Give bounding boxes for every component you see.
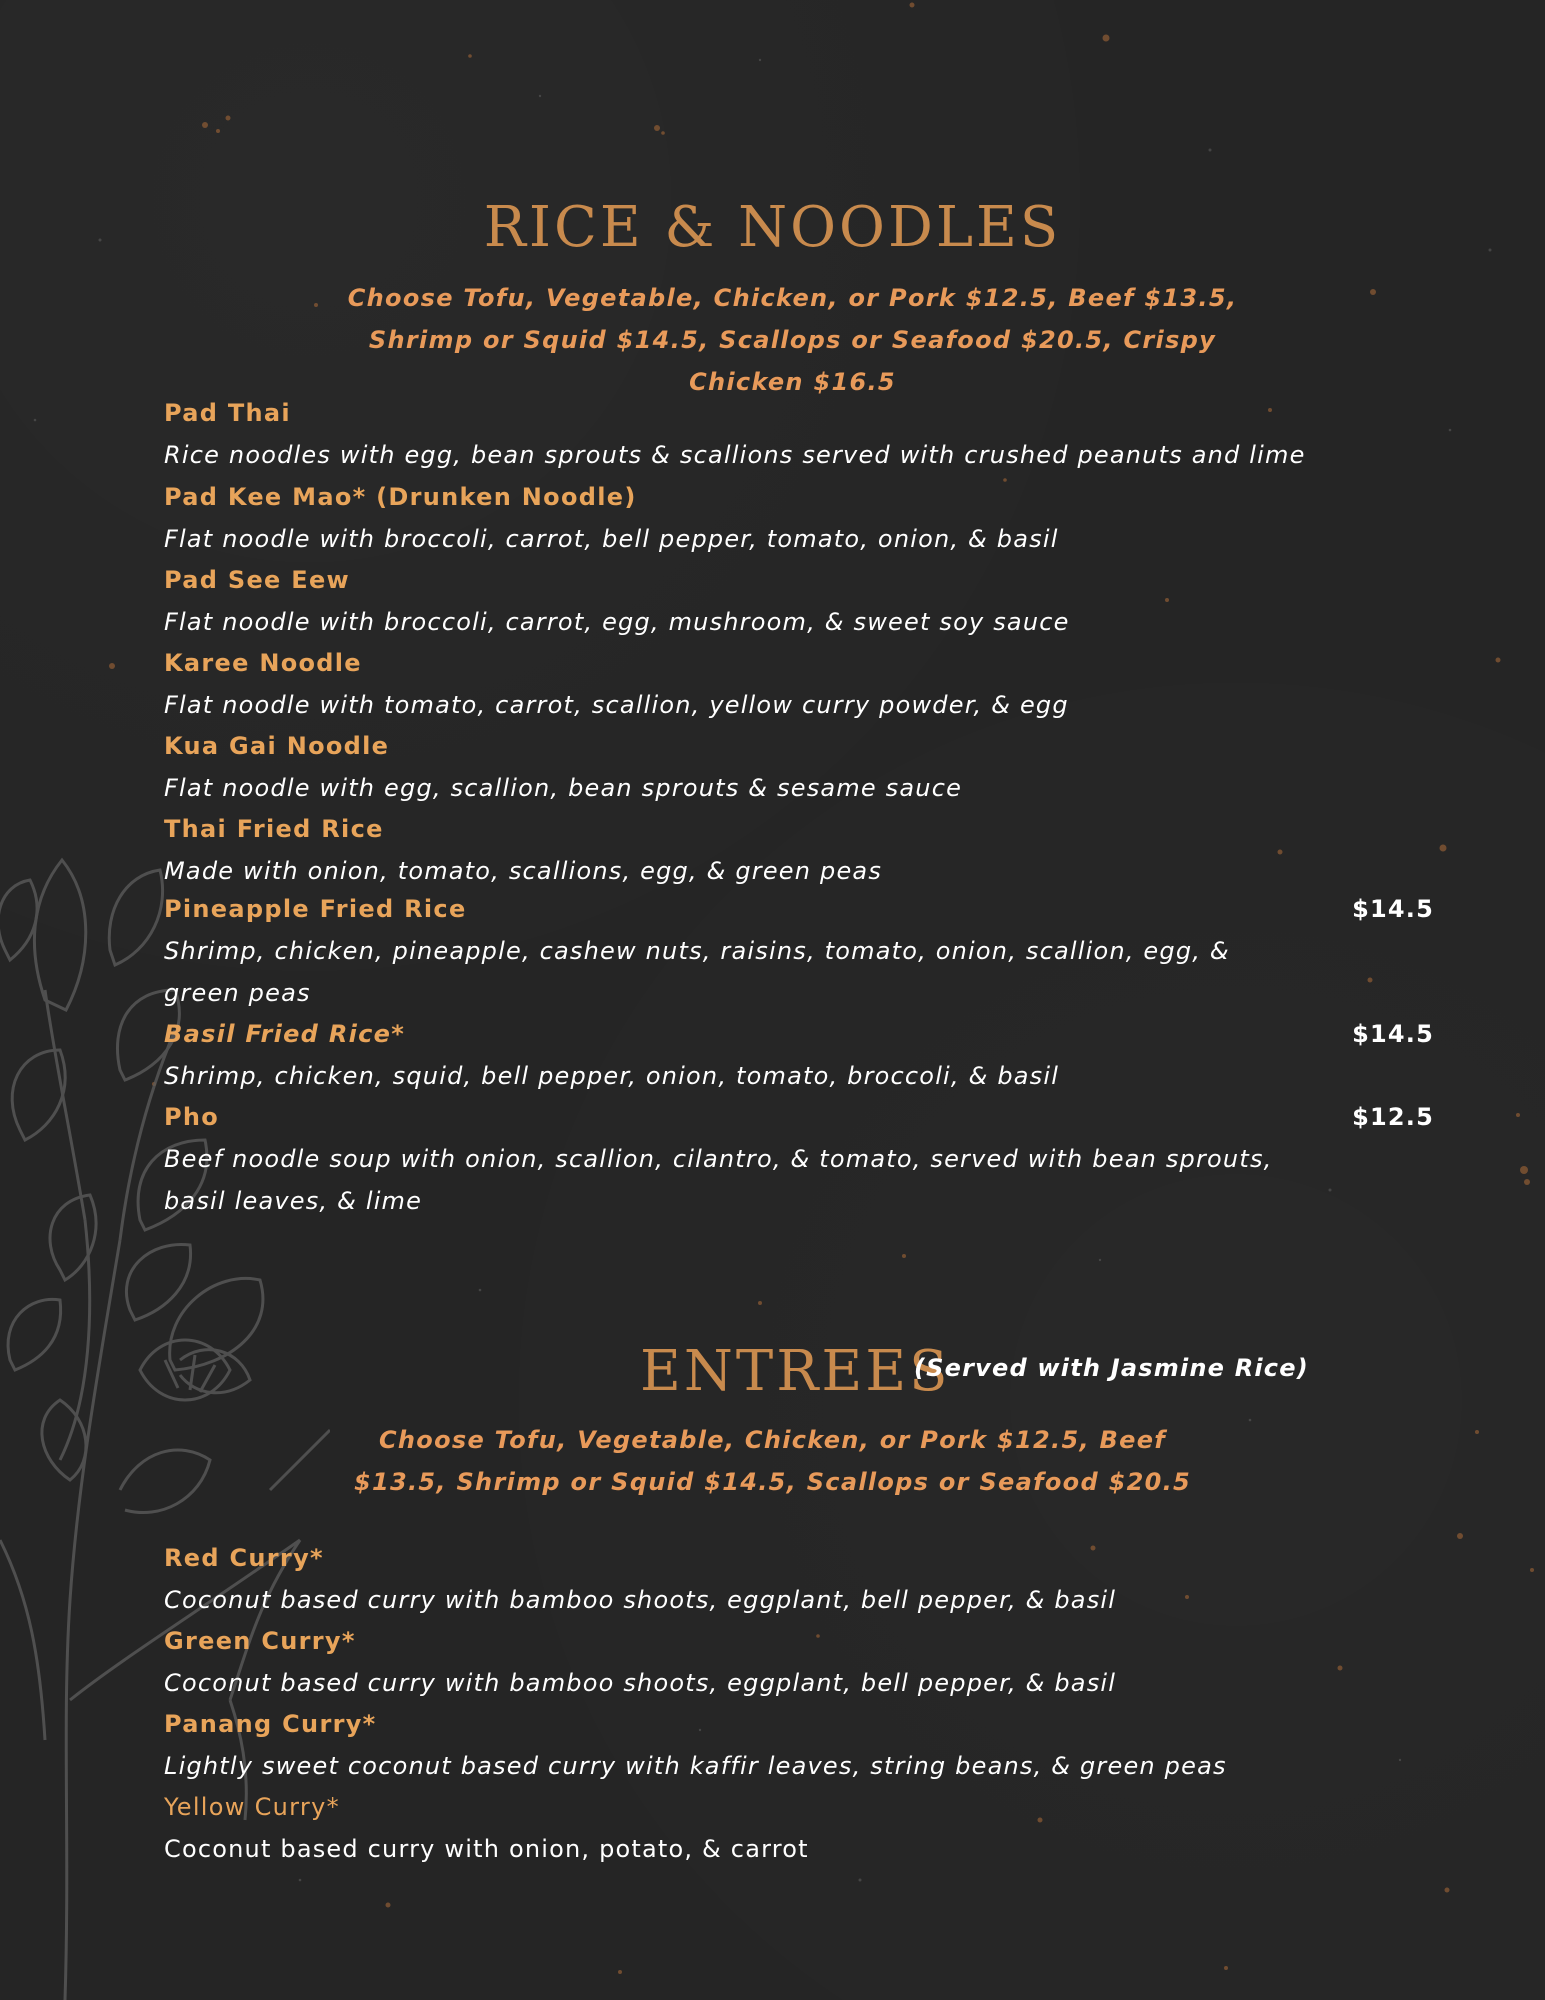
- menu-item: [164, 1786, 1434, 1870]
- item-description: Coconut based curry with onion, potato, & carrot: [164, 1835, 809, 1863]
- menu-item: [164, 559, 1434, 642]
- menu-item: [164, 1703, 1434, 1786]
- item-name: Pad Kee Mao* (Drunken Noodle): [164, 483, 637, 511]
- item-description: Made with onion, tomato, scallions, egg, & green peas: [164, 857, 883, 885]
- item-name: Kua Gai Noodle: [164, 732, 390, 760]
- item-name: Thai Fried Rice: [164, 815, 384, 843]
- pricing-info-entrees: Choose Tofu, Vegetable, Chicken, or Pork $12.5, Beef $13.5, Shrimp or Squid $14.5, Scallops or Seafood $20.5: [353, 1426, 1191, 1496]
- item-name: Pad See Eew: [164, 566, 351, 594]
- item-name: Panang Curry*: [164, 1710, 377, 1738]
- item-name: Pad Thai: [164, 399, 291, 427]
- menu-list-entrees: [164, 1537, 1434, 1870]
- menu-item: [164, 725, 1434, 808]
- item-price: $12.5: [1352, 1103, 1434, 1131]
- item-price: $14.5: [1352, 1020, 1434, 1048]
- item-description: Coconut based curry with bamboo shoots, eggplant, bell pepper, & basil: [164, 1586, 1117, 1614]
- item-description: Flat noodle with tomato, carrot, scallion, yellow curry powder, & egg: [164, 691, 1069, 719]
- entrees-served-with-note: (Served with Jasmine Rice): [914, 1354, 1309, 1382]
- item-name: Basil Fried Rice*: [164, 1020, 406, 1048]
- menu-item: [164, 1537, 1434, 1620]
- item-description: Flat noodle with egg, scallion, bean sprouts & sesame sauce: [164, 774, 963, 802]
- menu-item: [164, 1013, 1434, 1096]
- item-name: Pineapple Fried Rice: [164, 895, 467, 923]
- menu-item: [164, 476, 1434, 559]
- item-description: Shrimp, chicken, pineapple, cashew nuts, raisins, tomato, onion, scallion, egg, & green peas: [164, 937, 1230, 1007]
- item-description: Beef noodle soup with onion, scallion, cilantro, & tomato, served with bean sprouts, basil leaves, & lime: [164, 1145, 1273, 1215]
- menu-list-rice-noodles: [164, 392, 1434, 1222]
- menu-item: [164, 642, 1434, 725]
- item-description: Rice noodles with egg, bean sprouts & scallions served with crushed peanuts and lime: [164, 441, 1306, 469]
- item-name: Red Curry*: [164, 1544, 324, 1572]
- item-price: $14.5: [1352, 895, 1434, 923]
- item-name: Pho: [164, 1103, 220, 1131]
- menu-item: [164, 808, 1434, 888]
- menu-item: [164, 392, 1434, 476]
- pricing-info-rice-noodles: Choose Tofu, Vegetable, Chicken, or Pork $12.5, Beef $13.5, Shrimp or Squid $14.5, Scallops or Seafood $20.5, Crispy Chicken $16.5: [347, 284, 1238, 396]
- item-description: Lightly sweet coconut based curry with kaffir leaves, string beans, & green peas: [164, 1752, 1227, 1780]
- item-description: Coconut based curry with bamboo shoots, eggplant, bell pepper, & basil: [164, 1669, 1117, 1697]
- section-title-entrees: ENTREES: [640, 1339, 951, 1404]
- item-name: Karee Noodle: [164, 649, 362, 677]
- section-title-rice-noodles: RICE & NOODLES: [483, 195, 1062, 260]
- menu-item: [164, 1096, 1434, 1222]
- item-name: Green Curry*: [164, 1627, 356, 1655]
- menu-item: [164, 888, 1434, 1013]
- item-description: Flat noodle with broccoli, carrot, bell pepper, tomato, onion, & basil: [164, 525, 1059, 553]
- menu-item: [164, 1620, 1434, 1703]
- item-name: Yellow Curry*: [164, 1793, 340, 1821]
- item-description: Flat noodle with broccoli, carrot, egg, mushroom, & sweet soy sauce: [164, 608, 1070, 636]
- item-description: Shrimp, chicken, squid, bell pepper, onion, tomato, broccoli, & basil: [164, 1062, 1060, 1090]
